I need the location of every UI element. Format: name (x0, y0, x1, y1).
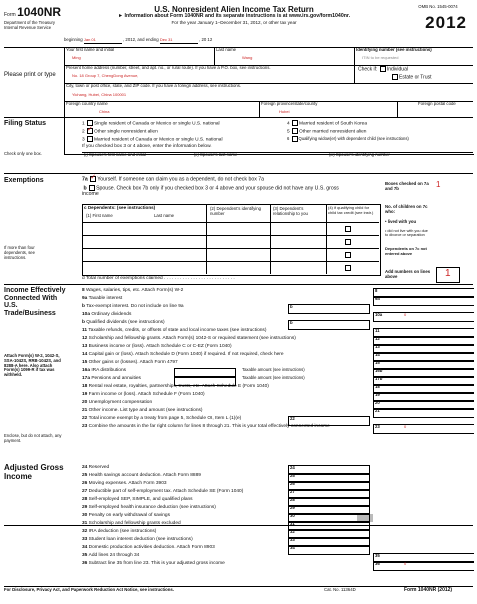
line-number: 10a (82, 312, 92, 317)
not-lived-label: • did not live with you due to divorce or separation (385, 229, 428, 238)
omb-number: OMB No. 1545-0074 (418, 4, 458, 9)
agi-line-l34 (82, 545, 215, 551)
line-tag: 12 (375, 336, 380, 341)
title-block (84, 5, 384, 25)
line-tag: 11 (375, 328, 380, 333)
divider (270, 204, 271, 274)
line-tag: 35 (375, 553, 380, 558)
line-label: Self-employed health insurance deduction (see instructions) (88, 505, 216, 510)
line-label: Deductible part of self-employment tax. Attach Schedule SE (Form 1040) (88, 489, 244, 494)
agi-line-l31 (82, 521, 181, 527)
line-tag: b (290, 304, 293, 309)
line-tag: 22 (290, 416, 295, 421)
line-tag: 23 (375, 424, 380, 429)
line-label: Add lines 24 through 34 (88, 553, 140, 558)
country-field[interactable]: China (99, 109, 110, 114)
children-label: No. of children on 7c who: (385, 204, 428, 214)
dep-credit-checkbox-2[interactable] (344, 239, 352, 245)
line-number: 34 (82, 545, 89, 550)
line-label: Rental real estate, royalties, partnerships, trusts, etc. Attach Schedule E (Form 1040) (88, 384, 269, 389)
check-if-label (358, 66, 408, 73)
income-line-l13 (82, 344, 232, 350)
amount-field-l36[interactable] (373, 561, 474, 571)
dep-first-label: (1) First name (86, 213, 113, 218)
income-line-l11 (82, 328, 266, 334)
line-7a: 7a ✓ Yourself. If someone can claim you as a dependent, do not check box 7a (82, 174, 265, 183)
dependents-label: c Dependents: (see instructions) (84, 205, 156, 210)
filing-2-checkbox[interactable] (87, 128, 93, 134)
check-if-text: Check if: (358, 66, 378, 73)
line-number: 16a (82, 368, 92, 373)
income-line-l10b (82, 320, 165, 326)
line-tag: 28 (290, 497, 295, 502)
line-number: 21 (82, 408, 89, 413)
tax-year-row (64, 38, 212, 44)
agi-line-l30 (82, 513, 170, 519)
line-number: 35 (82, 553, 89, 558)
line-label: Capital gain or (loss). Attach Schedule D (Form 1040) if required. If not required, check here (88, 352, 284, 357)
divider (82, 261, 379, 262)
line-label: Health savings account deduction. Attach Form 8889 (88, 473, 201, 478)
line-label: Penalty on early withdrawal of savings (88, 513, 170, 518)
line-number: 22 (82, 416, 89, 421)
line-tag: 13 (375, 344, 380, 349)
boxes-checked-label: Boxes checked on 7a and 7b (385, 181, 429, 191)
please-print-label: Please print or type (4, 72, 56, 78)
estate-row (391, 74, 432, 81)
end-year: , 20 12 (199, 37, 213, 42)
exemptions-title: Exemptions (4, 177, 44, 184)
line-label: Ordinary dividends (91, 312, 132, 317)
filing-6-checkbox[interactable] (292, 136, 298, 142)
line-label: Farm income or (loss). Attach Schedule F (Form 1040) (88, 392, 205, 397)
province-label: Foreign province/state/county (261, 101, 318, 106)
line-number: 28 (82, 497, 89, 502)
line-tag: 34 (290, 545, 295, 550)
city-label: City, town or post office, state, and ZIP code. If you have a foreign address, see instructions. (66, 83, 242, 88)
line-number: 23 (82, 424, 89, 429)
income-line-l21 (82, 408, 203, 414)
form-number-text: 1040NR (17, 5, 62, 19)
line-label-l16b: Taxable amount (see instructions) (242, 367, 305, 372)
income-line-l12 (82, 336, 296, 342)
line-number: 36 (82, 561, 89, 566)
tax-year: 2012 (425, 13, 467, 32)
line-tag: 25 (290, 473, 295, 478)
line-tag: 31 (290, 521, 295, 526)
line-tag: 18 (375, 384, 380, 389)
line-tag: 24 (290, 465, 295, 470)
ending-field[interactable]: Dec 31 (160, 38, 198, 44)
filing-opt6-label: Qualifying widow(er) with dependent child (see instructions) (298, 136, 409, 142)
first-name-label: Your first name and initial (66, 47, 115, 52)
filing-5-checkbox[interactable] (292, 128, 298, 134)
line-label: Student loan interest deduction (see instructions) (88, 537, 193, 542)
divider (4, 117, 473, 118)
line-number: 12 (82, 336, 89, 341)
amount-field-l34[interactable] (288, 545, 370, 555)
line-label: IRA deduction (see instructions) (88, 529, 157, 534)
beginning-field[interactable]: Jan 01 (84, 38, 122, 44)
agi-line-l24 (82, 465, 109, 471)
spouse-first-label: (i) Spouse's first name and initial (84, 152, 146, 157)
line-tag: 30 (290, 513, 295, 518)
amount-field-l10b[interactable] (288, 320, 370, 330)
more-than-four-note: If more than four dependents, see instructions. (4, 245, 35, 260)
line-number: b (82, 304, 87, 309)
spouse-checkbox[interactable] (89, 185, 95, 191)
divider (4, 284, 473, 285)
line-label: Qualified dividends (see instructions) (86, 320, 165, 325)
line-label: Reserved (88, 465, 110, 470)
line-tag: 19 (375, 392, 380, 397)
agi-line-l32 (82, 529, 156, 535)
income-line-l10a (82, 312, 131, 318)
tax-period: For the year January 1–December 31, 2012, or other tax year (171, 20, 297, 26)
amount-field-l10a[interactable] (373, 312, 474, 322)
boxes-checked-value[interactable]: 1 (436, 180, 441, 189)
line-7b-label: Spouse. Check box 7b only if you checked box 3 or 4 above and your spouse did not have any U.S. gross income (82, 185, 339, 198)
line-label: Unemployment compensation (88, 400, 153, 405)
divider (326, 204, 327, 274)
line-label: IRA distributions (91, 368, 127, 373)
income-line-l8 (82, 288, 183, 294)
spouse-id-label: (iii) Spouse's identifying number (329, 152, 390, 157)
income-line-l9a (82, 296, 122, 302)
divider (206, 204, 207, 274)
divider (397, 101, 398, 117)
line-label: Scholarship and fellowship grants. Attach Form(s) 1042-S or required statement (see instructions) (88, 336, 296, 341)
filing-opt2-label: Other single nonresident alien (94, 129, 158, 135)
amount-field-l21[interactable] (373, 408, 474, 418)
dep-last-label: Last name (154, 213, 175, 218)
line-label: Moving expenses. Attach Form 3903 (88, 481, 167, 486)
line-label: Domestic production activities deduction. Attach Form 8903 (88, 545, 215, 550)
divider (4, 173, 473, 174)
total-exemptions-label: d Total number of exemptions claimed (82, 276, 163, 281)
country-label: Foreign country name (66, 101, 108, 106)
filing-option-5: 5 Other married nonresident alien (287, 129, 367, 135)
filing-4-checkbox[interactable] (292, 120, 298, 126)
line-tag: 14 (375, 352, 380, 357)
add-numbers-label: Add numbers on lines above (385, 269, 431, 279)
line-label: Tax-exempt interest. Do not include on line 9a (86, 304, 184, 309)
form-title: U.S. Nonresident Alien Income Tax Return (154, 5, 314, 14)
dep-credit-checkbox-1[interactable] (344, 226, 352, 232)
agi-title: Adjusted Gross Income (4, 463, 64, 481)
filing-box-note: If you checked box 3 or 4 above, enter the information below. (82, 144, 212, 149)
agi-line-l33 (82, 537, 193, 543)
dep-rel-label: (3) Dependent's relationship to you (273, 206, 308, 216)
income-line-l16a (82, 368, 126, 374)
divider (214, 47, 215, 65)
form-header (4, 4, 473, 48)
attach-note: Attach Form(s) W-2, 1042-S, SSA-1042S, RRB-1042S, and 8288-A here. Also attach Form(s) 1099-R if tax was withheld. (4, 353, 61, 378)
filing-3-checkbox[interactable] (87, 136, 93, 142)
form-1040nr-page (4, 4, 473, 596)
line-tag: 27 (290, 489, 295, 494)
total-exemptions-value[interactable]: 1 (445, 268, 451, 279)
line-number: 18 (82, 384, 89, 389)
agi-line-l29 (82, 505, 216, 511)
line-tag: 15 (375, 360, 380, 365)
filing-option-1: 1 Single resident of Canada or Mexico or single U.S. national (82, 121, 220, 127)
line-number: 26 (82, 481, 89, 486)
line-number: 33 (82, 537, 89, 542)
line-number: 8 (82, 288, 87, 293)
line-tag: 36 (375, 561, 380, 566)
line-tag: 26 (290, 481, 295, 486)
line-number: 13 (82, 344, 89, 349)
divider (259, 101, 260, 117)
line-number: 25 (82, 473, 89, 478)
line-label: Self-employed SEP, SIMPLE, and qualified plans (88, 497, 193, 502)
amount-field-l9b[interactable] (288, 304, 370, 314)
amount-field-l22[interactable] (288, 416, 370, 426)
agi-line-l28 (82, 497, 193, 503)
estate-label: Estate or Trust (399, 74, 432, 81)
filing-opt4-label: Married resident of South Korea (299, 121, 368, 127)
handwritten-value[interactable]: 0 (404, 424, 407, 429)
check-mark-icon: ✓ (90, 174, 97, 181)
income-line-l19 (82, 392, 205, 398)
line-7b: b Spouse. Check box 7b only if you checked box 3 or 4 above and your spouse did not have any U.S. gross income (82, 185, 339, 198)
city-field[interactable]: Yichang, Hubei, China 100001 (72, 92, 127, 97)
line-tag: 16b (375, 368, 383, 373)
divider (82, 235, 379, 236)
individual-label: Individual (386, 66, 408, 73)
handwritten-value[interactable]: 0 (404, 312, 407, 317)
individual-checkbox[interactable] (380, 66, 386, 72)
dep-credit-label: (4) if qualifying child for child tax credit (see instr.) (328, 205, 374, 215)
line-tag: 29 (290, 505, 295, 510)
line-label: Scholarship and fellowship grants excluded (88, 521, 181, 526)
line-tag: 10a (375, 312, 383, 317)
id-label: Identifying number (see instructions) (356, 47, 432, 52)
dept-label: Department of the Treasury Internal Revenue Service (4, 20, 55, 30)
income-line-l15 (82, 360, 178, 366)
line-tag: b (290, 320, 293, 325)
divider (82, 222, 379, 223)
line-label: Business income or (loss). Attach Schedule C or C-EZ (Form 1040) (88, 344, 232, 349)
line-label: Other gains or (losses). Attach Form 4797 (88, 360, 178, 365)
line-number: 9a (82, 296, 89, 301)
last-name-label: Last name (216, 47, 237, 52)
line-tag: 33 (290, 537, 295, 542)
last-name-field[interactable]: Wang (242, 55, 253, 60)
dep-credit-checkbox-4[interactable] (344, 265, 352, 271)
form-label: Form (4, 12, 16, 18)
footer-form-name: Form 1040NR (2012) (404, 587, 453, 593)
province-field[interactable]: Hubei (279, 109, 290, 114)
line-label: Total income exempt by a treaty from page 5, Schedule OI, Item L (1)(e) (88, 416, 242, 421)
line-number: 31 (82, 521, 89, 526)
filing-opt3-label: Married resident of Canada or Mexico or single U.S. national (94, 137, 223, 143)
line-tag: 32 (290, 529, 295, 534)
line-number: 17a (82, 376, 92, 381)
agi-line-l25 (82, 473, 201, 479)
spouse-last-label: (ii) Spouse's last name (194, 152, 238, 157)
agi-line-l35 (82, 553, 139, 559)
line-label-l17b: Taxable amount (see instructions) (242, 375, 305, 380)
income-line-l9b (82, 304, 184, 310)
line-7a-label: Yourself. If someone can claim you as a dependent, do not check box 7a (97, 176, 265, 183)
dep-id-label: (2) Dependent's identifying number (210, 206, 261, 216)
amount-field-l23[interactable] (373, 424, 474, 434)
filing-option-4: 4 Married resident of South Korea (287, 121, 368, 127)
agi-line-l36 (82, 561, 225, 567)
filing-status-title: Filing Status (4, 120, 46, 127)
line-label: Wages, salaries, tips, etc. Attach Form(s) W-2 (86, 288, 184, 293)
form-info: ► Information about Form 1040NR and its separate instructions is at www.irs.gov/form1040nr. (117, 13, 351, 20)
total-exemptions-row: d Total number of exemptions claimed . . . . . . . . . . . . . . . . . . . . . . . . . . . (82, 276, 235, 281)
line-number: 24 (82, 465, 89, 470)
line-number: 32 (82, 529, 89, 534)
line-tag: 20 (375, 400, 380, 405)
form-number (4, 6, 61, 20)
line-tag: 21 (375, 408, 380, 413)
handwritten-value[interactable]: 0 (404, 561, 407, 566)
line-label: Pensions and annuities (91, 376, 141, 381)
check-mark-icon: ✓ (87, 126, 93, 133)
filing-opt1-label: Single resident of Canada or Mexico or single U.S. national (94, 121, 220, 127)
line-number: 20 (82, 400, 89, 405)
line-label: Subtract line 35 from line 23. This is your adjusted gross income (88, 561, 225, 566)
lived-label: • lived with you (385, 219, 417, 224)
filing-option-6: 6 Qualifying widow(er) with dependent child (see instructions) (287, 136, 409, 142)
postal-label: Foreign postal code (418, 101, 456, 106)
income-line-l22 (82, 416, 241, 422)
income-line-l20 (82, 400, 152, 406)
line-label: Taxable refunds, credits, or offsets of state and local income taxes (see instructions) (88, 328, 267, 333)
line-number: b (82, 320, 87, 325)
line-label: Taxable interest (88, 296, 123, 301)
agi-line-l27 (82, 489, 243, 495)
divider (82, 248, 379, 249)
filing-note: Check only one box. (4, 151, 42, 156)
line-number: 30 (82, 513, 89, 518)
filing-option-2: 2 ✓ Other single nonresident alien (82, 126, 158, 135)
filing-opt5-label: Other married nonresident alien (299, 129, 367, 135)
dep-not-label: Dependents on 7c not entered above (385, 246, 427, 256)
first-name-field[interactable]: Ming (72, 55, 81, 60)
address-label: Present home address (number, street, and apt. no., or rural route). If you have a P.O. box, see instructions. (66, 65, 271, 70)
agi-line-l26 (82, 481, 167, 487)
line-tag: 8 (375, 288, 378, 293)
line-number: 29 (82, 505, 89, 510)
income-line-l17a (82, 376, 141, 382)
enclose-note: Enclose, but do not attach, any payment. (4, 433, 62, 443)
line-tag: 17b (375, 376, 383, 381)
amount-field-l17a[interactable] (174, 376, 236, 386)
estate-checkbox[interactable] (392, 74, 398, 80)
ending-label: , 2012, and ending (123, 37, 159, 42)
filing-option-3: 3 Married resident of Canada or Mexico or single U.S. national (82, 137, 223, 143)
line-number: 11 (82, 328, 89, 333)
line-number: 27 (82, 489, 89, 494)
id-field[interactable]: ITIN to be requested (362, 55, 399, 60)
address-field[interactable]: No. 18 Group 7, ChengDong Avenue, (72, 73, 139, 78)
income-line-l14 (82, 352, 284, 358)
yourself-checkbox[interactable] (90, 176, 96, 182)
cat-number: Cat. No. 11364D (324, 587, 356, 592)
line-number: 14 (82, 352, 89, 357)
line-tag: 9a (375, 296, 380, 301)
line-label: Combine the amounts in the far right column for lines 8 through 21. This is your total effectively connected income (88, 424, 330, 429)
line-label: Other income. List type and amount (see instructions) (88, 408, 203, 413)
income-title: Income Effectively Connected With U.S. Trade/Business (4, 287, 66, 318)
amount-field-l9a[interactable] (373, 296, 474, 306)
beginning-label: beginning (64, 37, 83, 42)
footer-notice: For Disclosure, Privacy Act, and Paperwork Reduction Act Notice, see instructions. (4, 587, 174, 592)
dep-credit-checkbox-3[interactable] (344, 252, 352, 258)
line-number: 15 (82, 360, 89, 365)
line-number: 19 (82, 392, 89, 397)
divider (4, 525, 473, 526)
